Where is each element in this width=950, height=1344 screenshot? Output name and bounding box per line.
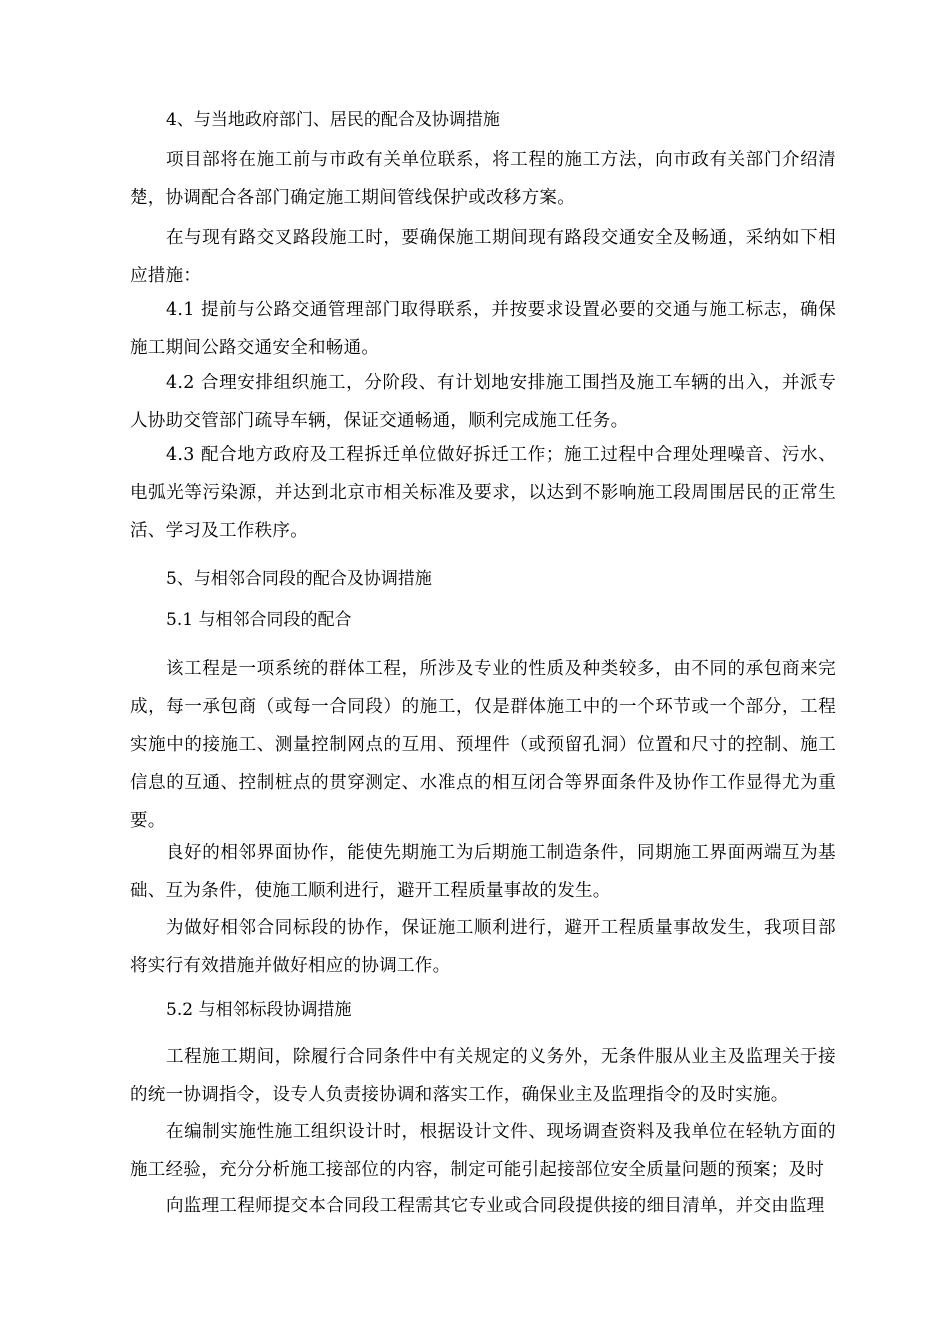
paragraph-5-1-a: 该工程是一项系统的群体工程，所涉及专业的性质及种类较多，由不同的承包商来完成，每一承包商（或每一合同段）的施工，仅是群体施工中的一个环节或一个部分，工程实施中的接施工、测量控制网点的互用、预埋件（或预留孔洞）位置和尺寸的控制、施工信息的互通、控制桩点的贯穿测定、水准点的相互闭合等界面条件及协作工作显得尤为重要。 [130,659,836,831]
heading-section-5-2: 5.2 与相邻标段协调措施 [166,1000,352,1020]
paragraph-5-1-c: 为做好相邻合同标段的协作，保证施工顺利进行，避开工程质量事故发生，我项目部将实行有效措施并做好相应的协调工作。 [130,918,836,976]
heading-section-4: 4、与当地政府部门、居民的配合及协调措施 [166,110,500,130]
paragraph-4-cross: 在与现有路交叉路段施工时，要确保施工期间现有路段交通安全及畅通，采纳如下相应措施： [130,228,836,286]
paragraph-5-2-c: 向监理工程师提交本合同段工程需其它专业或合同段提供接的细目清单，并交由监理 [166,1196,825,1216]
paragraph-4-3: 4.3 配合地方政府及工程拆迁单位做好拆迁工作；施工过程中合理处理噪音、污水、电弧光等污染源，并达到北京市相关标准及要求，以达到不影响施工段周围居民的正常生活、学习及工作秩序。 [130,445,836,541]
paragraph-5-2-b: 在编制实施性施工组织设计时，根据设计文件、现场调查资料及我单位在轻轨方面的施工经验，充分分析施工接部位的内容，制定可能引起接部位安全质量问题的预案；及时 [130,1122,836,1180]
paragraph-4-1: 4.1 提前与公路交通管理部门取得联系，并按要求设置必要的交通与施工标志，确保施工期间公路交通安全和畅通。 [130,300,836,358]
paragraph-5-1-b: 良好的相邻界面协作，能使先期施工为后期施工制造条件，同期施工界面两端互为基础、互为条件，使施工顺利进行，避开工程质量事故的发生。 [130,843,836,901]
heading-section-5: 5、与相邻合同段的配合及协调措施 [166,569,432,589]
paragraph-4-2: 4.2 合理安排组织施工，分阶段、有计划地安排施工围挡及施工车辆的出入，并派专人协助交管部门疏导车辆，保证交通畅通，顺利完成施工任务。 [130,373,836,431]
paragraph-5-2-a: 工程施工期间，除履行合同条件中有关规定的义务外，无条件服从业主及监理关于接的统一协调指令，设专人负责接协调和落实工作，确保业主及监理指令的及时实施。 [130,1047,836,1105]
paragraph-4-intro: 项目部将在施工前与市政有关单位联系，将工程的施工方法，向市政有关部门介绍清楚，协调配合各部门确定施工期间管线保护或改移方案。 [130,150,836,208]
heading-section-5-1: 5.1 与相邻合同段的配合 [166,610,352,630]
